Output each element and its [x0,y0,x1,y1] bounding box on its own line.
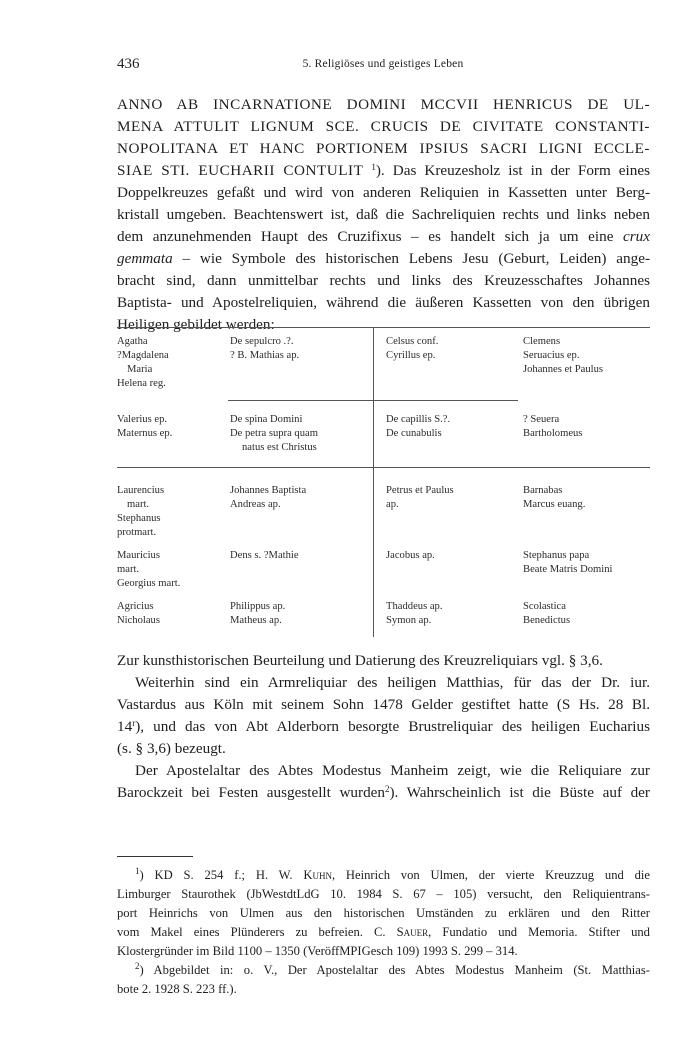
relic-name: Stephanus papa [523,550,590,561]
table-cell [117,549,180,591]
text-run: vom Makel eines Plünderers zu befreien. C. [117,925,397,939]
footnote-1-marker: 1 [135,866,140,876]
text-line: Baptista- und Apostelreliquien, während die äußeren Kassetten von den übrigen [117,294,650,311]
relic-name: Agricius [117,601,154,612]
table-cell [386,413,450,441]
text-line: NOPOLITANA ET HANC PORTIONEM IPSIUS SACRI LIGNI ECCLE- [117,140,650,157]
italic-term: gemmata [117,250,173,267]
table-divider-lower [373,467,374,637]
table-cell [386,549,435,563]
text-run: ) KD S. 254 f.; H. W. [139,868,304,882]
footnote-rule [117,856,193,857]
text-line: Weiterhin sind ein Armreliquiar des heiligen Matthias, für das der Dr. iur. [135,674,650,691]
relic-name: Nicholaus [117,615,160,626]
text-line: ANNO AB INCARNATIONE DOMINI MCCVII HENRICUS DE UL- [117,96,650,113]
relic-name: Valerius ep. [117,414,168,425]
table-cell [386,484,454,512]
text-run: ), und das von Abt Alderborn besorgte Brustreliquiar des heiligen Eucharius [135,718,650,735]
table-cell [230,600,285,628]
table-cell [117,600,160,628]
table-cell [117,413,172,441]
text-line [117,226,650,248]
relic-name: Maria [127,364,153,375]
relic-name: Maternus ep. [117,428,173,439]
table-cell [230,484,306,512]
text-run: , Heinrich von Ulmen, der vierte Kreuzzug und die [331,868,650,882]
table-cell [230,413,318,455]
table-cell [523,335,603,377]
table-cell [230,549,299,563]
text-line: Doppelkreuzes gefaßt und wird von anderen Reliquien in Kassetten unter Berg- [117,184,650,201]
relic-name: mart. [117,564,140,575]
footnote-2-marker: 2 [135,961,140,971]
footnote-1-line: Klostergründer im Bild 1100 – 1350 (VeröffMPIGesch 109) 1993 S. 299 – 314. [117,944,518,958]
footnote-1-line [117,923,650,942]
relic-name: Agatha [117,336,148,347]
relic-name: ? Seuera [523,414,560,425]
relic-name: Beate Matris Domini [523,564,613,575]
relic-name: De sepulcro .?. [230,336,294,347]
relic-name: Petrus et Paulus [386,485,454,496]
text-line: (s. § 3,6) bezeugt. [117,740,226,757]
relic-name: mart. [127,499,150,510]
text-line: Der Apostelaltar des Abtes Modestus Manheim zeigt, wie die Reliquiare zur [135,762,650,779]
footnote-1-line: port Heinrichs von Ulmen aus den historischen Umständen zu erklären und den Ritter [117,906,650,920]
table-divider-upper [373,327,374,467]
footnote-2-line: bote 2. 1928 S. 223 ff.). [117,982,237,996]
italic-term: crux [623,228,650,245]
author-name: Sauer [396,925,429,939]
table-cell [523,549,612,577]
text-run: 14 [117,718,133,735]
page-header [117,56,649,78]
text-run: , Fundatio und Memoria. Stifter und [428,925,650,939]
text-run: dem anzunehmenden Haupt des Cruzifixus – es handelt sich ja um eine [117,228,623,245]
relic-name: Clemens [523,336,561,347]
intro-paragraph [117,94,650,336]
text-run: ) Abgebildet in: o. V., Der Apostelaltar des Abtes Modestus Manheim (St. Matthias- [139,963,650,977]
table-cell [523,600,570,628]
relic-name: Johannes Baptista [230,485,307,496]
author-name: Kuhn [303,868,332,882]
table-cell [523,484,585,512]
table-rule-middle [117,467,650,468]
relic-name: Laurencius [117,485,165,496]
relic-name: protmart. [117,527,157,538]
table-cell [117,484,164,540]
relic-name: Mauricius [117,550,160,561]
relic-name: De capillis S.?. [386,414,451,425]
page-number: 436 [117,56,140,72]
relic-name: Barnabas [523,485,563,496]
relic-name: Dens s. ?Mathie [230,550,299,561]
relic-name: Marcus euang. [523,499,586,510]
text-run: ). Wahrscheinlich ist die Büste auf der [389,784,650,801]
table-rule-top [117,327,650,328]
relic-name: Johannes et Paulus [523,364,604,375]
table-cell [523,413,582,441]
text-line: bracht sind, dann unmittelbar rechts und links des Kreuzesschaftes Johannes [117,272,650,289]
text-line: kristall umgeben. Beachtenswert ist, daß die Sachreliquien rechts und links neben [117,206,650,223]
relic-name: De cunabulis [386,428,442,439]
text-line: MENA ATTULIT LIGNUM SCE. CRUCIS DE CIVITATE CONSTANTI- [117,118,650,135]
relic-name: Bartholomeus [523,428,583,439]
relic-name: Jacobus ap. [386,550,435,561]
inscription-end: SIAE STI. EUCHARII CONTULIT [117,162,364,179]
table-cell [386,335,438,363]
relic-name: Georgius mart. [117,578,181,589]
relic-name: De petra supra quam [230,428,318,439]
relic-name: Andreas ap. [230,499,281,510]
text-line [117,248,650,270]
relic-name: Seruacius ep. [523,350,580,361]
text-line [117,716,650,738]
relic-name: Scolastica [523,601,566,612]
reliquary-table [117,327,650,637]
text-run: ). Das Kreuzesholz ist in der Form eines [375,162,651,179]
footnotes [117,866,650,999]
table-cell [117,335,169,391]
relic-name: Helena reg. [117,378,166,389]
relic-name: Symon ap. [386,615,432,626]
footnote-1-line [117,866,650,885]
relic-name: Matheus ap. [230,615,282,626]
relic-name: natus est Christus [242,442,317,453]
text-line: Heiligen gebildet werden: [117,316,275,333]
footnote-1-line: Limburger Staurothek (JbWestdtLdG 10. 1984 S. 67 – 105) versucht, den Reliquientrans- [117,887,650,901]
table-cell [230,335,299,363]
relic-name: Benedictus [523,615,571,626]
text-line [117,782,650,804]
text-run: – wie Symbole des historischen Lebens Jesu (Geburt, Leiden) ange- [172,250,650,267]
superscript: r [132,718,136,728]
footnote-ref-2: 2 [385,784,390,794]
body-paragraphs [117,650,650,804]
relic-name: ?Magdalena [117,350,169,361]
text-run: Barockzeit bei Festen ausgestellt wurden [117,784,385,801]
footnote-ref-1: 1 [371,162,376,172]
relic-name: Philippus ap. [230,601,286,612]
text-line [117,160,650,182]
relic-name: ? B. Mathias ap. [230,350,300,361]
text-line: Vastardus aus Köln mit seinem Sohn 1478 Gelder gestiftet hatte (S Hs. 28 Bl. [117,696,650,713]
table-cell [386,600,442,628]
relic-name: Thaddeus ap. [386,601,443,612]
relic-name: Stephanus [117,513,161,524]
relic-name: ap. [386,499,399,510]
relic-name: Celsus conf. [386,336,439,347]
relic-name: Cyrillus ep. [386,350,436,361]
footnote-2-line [117,961,650,980]
relic-name: De spina Domini [230,414,303,425]
running-head: 5. Religiöses und geistiges Leben [302,58,464,70]
text-line: Zur kunsthistorischen Beurteilung und Datierung des Kreuzreliquiars vgl. § 3,6. [117,652,603,669]
